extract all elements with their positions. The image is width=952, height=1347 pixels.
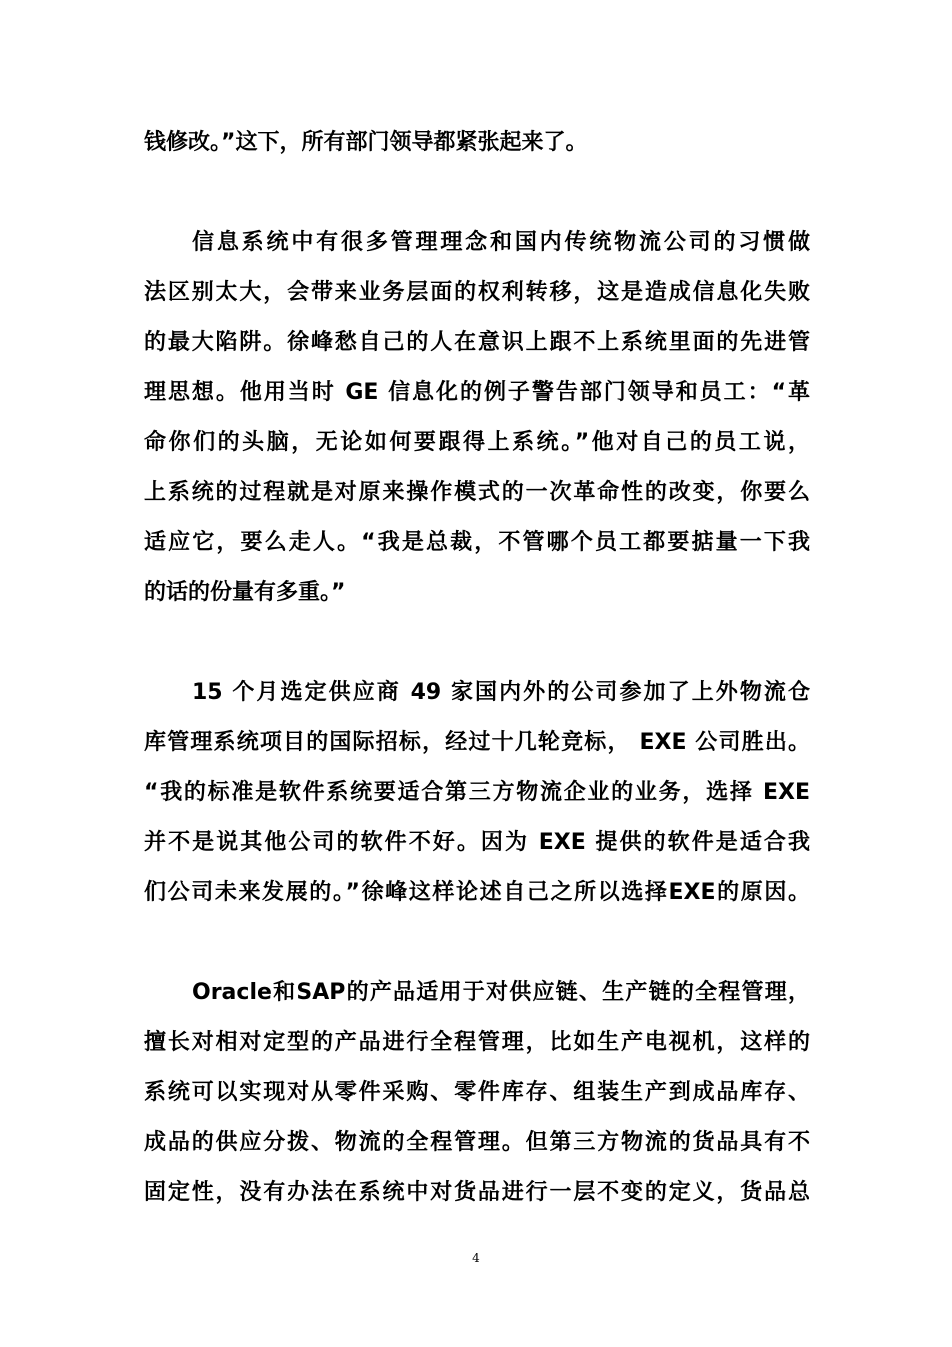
paragraph-line: 们公司未来发展的。”徐峰这样论述自己之所以选择EXE的原因。 xyxy=(144,880,810,905)
paragraph-line: 15 个月选定供应商 49 家国内外的公司参加了上外物流仓 xyxy=(192,680,810,705)
paragraph-line: 并不是说其他公司的软件不好。因为 EXE 提供的软件是适合我 xyxy=(144,830,810,855)
paragraph-line: 上系统的过程就是对原来操作模式的一次革命性的改变，你要么 xyxy=(144,480,810,505)
paragraph-line: 成品的供应分拨、物流的全程管理。但第三方物流的货品具有不 xyxy=(144,1130,810,1155)
paragraph-line: 擅长对相对定型的产品进行全程管理，比如生产电视机，这样的 xyxy=(144,1030,810,1055)
page-number: 4 xyxy=(472,1251,480,1265)
paragraph-line: 法区别太大，会带来业务层面的权利转移，这是造成信息化失败 xyxy=(144,280,810,305)
paragraph-line: 命你们的头脑，无论如何要跟得上系统。”他对自己的员工说， xyxy=(144,430,810,455)
paragraph-line: 适应它，要么走人。“我是总裁，不管哪个员工都要掂量一下我 xyxy=(144,530,810,555)
paragraph-line: “我的标准是软件系统要适合第三方物流企业的业务，选择 EXE xyxy=(144,780,810,805)
paragraph-line: 固定性，没有办法在系统中对货品进行一层不变的定义，货品总 xyxy=(144,1180,810,1205)
paragraph-line: 的话的份量有多重。” xyxy=(144,580,346,605)
paragraph-line: Oracle和SAP的产品适用于对供应链、生产链的全程管理， xyxy=(192,980,810,1005)
paragraph-line: 信息系统中有很多管理理念和国内传统物流公司的习惯做 xyxy=(192,230,810,255)
paragraph-line: 的最大陷阱。徐峰愁自己的人在意识上跟不上系统里面的先进管 xyxy=(144,330,810,355)
paragraph-line: 钱修改。”这下，所有部门领导都紧张起来了。 xyxy=(144,130,588,155)
paragraph-line: 理思想。他用当时 GE 信息化的例子警告部门领导和员工：“革 xyxy=(144,380,810,405)
paragraph-line: 系统可以实现对从零件采购、零件库存、组装生产到成品库存、 xyxy=(144,1080,810,1105)
paragraph-line: 库管理系统项目的国际招标，经过十几轮竞标， EXE 公司胜出。 xyxy=(144,730,810,755)
